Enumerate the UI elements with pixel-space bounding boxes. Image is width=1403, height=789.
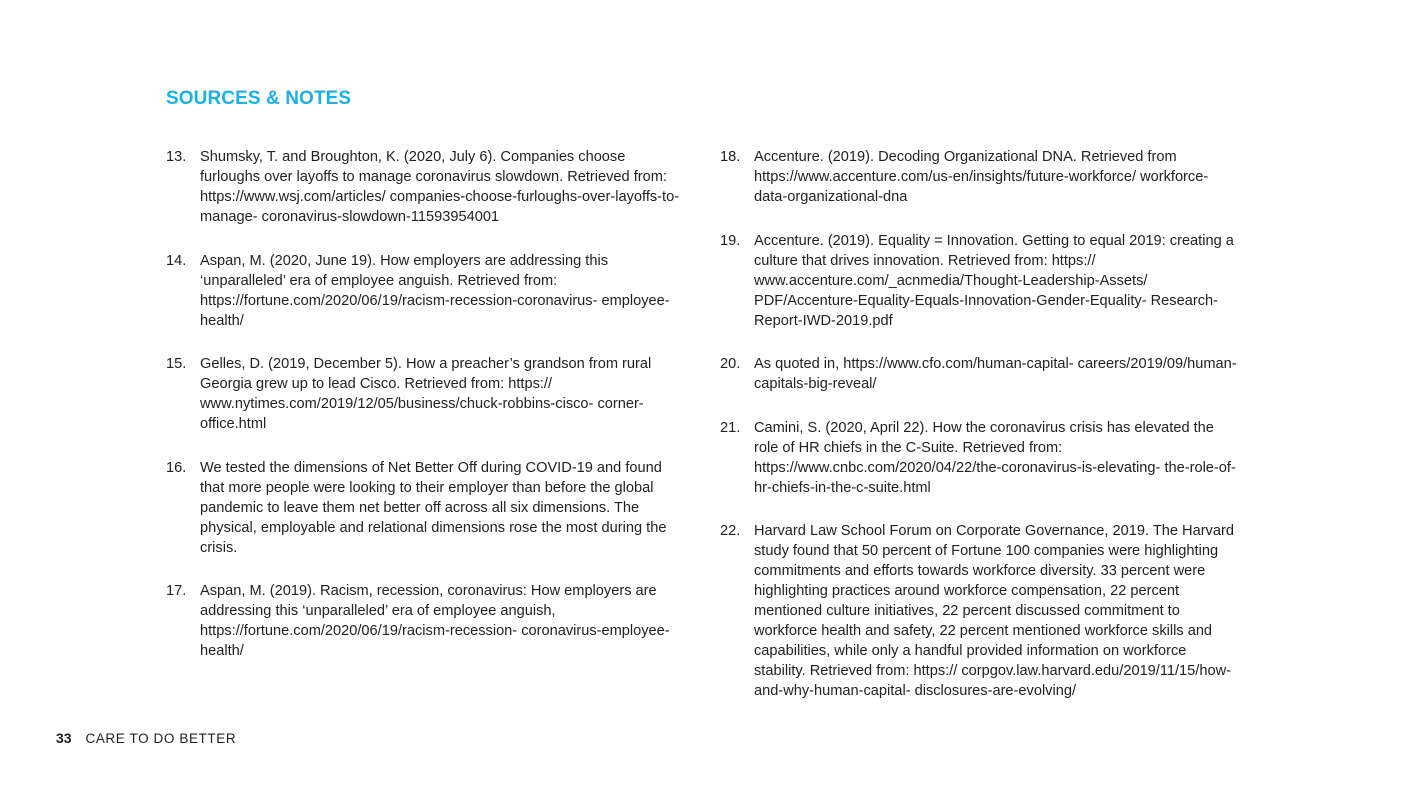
reference-text: Shumsky, T. and Broughton, K. (2020, July 6). Companies choose furloughs over layoffs to manage coronavirus slowdown. Retrieved from: https://www.wsj.com/articles/ companies-choose-furloughs-over-layoffs-to-manage- coronavirus-slowdown-11593954001 <box>200 149 680 225</box>
reference-text: Accenture. (2019). Decoding Organizational DNA. Retrieved from https://www.accenture.com/us-en/insights/future-workforce/ workforce-data-organizational-dna <box>754 149 1209 205</box>
reference-number: 13. <box>166 149 187 165</box>
page-heading: SOURCES & NOTES <box>166 88 352 109</box>
reference-item <box>720 418 1240 498</box>
reference-item <box>720 354 1240 394</box>
reference-item <box>166 581 686 661</box>
reference-item <box>720 231 1240 331</box>
reference-number: 15. <box>166 356 187 372</box>
page-number: 33 <box>56 730 72 746</box>
reference-number: 18. <box>720 149 741 165</box>
reference-text: As quoted in, https://www.cfo.com/human-capital- careers/2019/09/human-capitals-big-reveal/ <box>754 356 1237 392</box>
reference-number: 20. <box>720 356 741 372</box>
reference-item <box>166 354 686 434</box>
reference-number: 22. <box>720 523 741 539</box>
reference-number: 16. <box>166 459 187 476</box>
reference-item <box>166 251 686 331</box>
reference-number: 19. <box>720 232 741 249</box>
reference-text: Accenture. (2019). Equality = Innovation. Getting to equal 2019: creating a culture that drives innovation. Retrieved from: https:// www.accenture.com/_acnmedia/Thought-Leadership-Assets/ PDF/Accenture-Equality-Equals-Innovation-Gender-Equality- Research-Report-IWD-2019.pdf <box>754 232 1234 329</box>
references-right-column <box>720 147 1240 725</box>
references-left-column <box>166 147 686 685</box>
reference-text: We tested the dimensions of Net Better Off during COVID-19 and found that more people were looking to their employer than before the global pandemic to leave them net better off across all six dimensions. The physical, employable and relational dimensions rose the most during the crisis. <box>200 459 667 556</box>
reference-text: Harvard Law School Forum on Corporate Governance, 2019. The Harvard study found that 50 percent of Fortune 100 companies were highlighting commitments and efforts towards workforce diversity. 33 percent were highlighting practices around workforce compensation, 22 percent mentioned culture initiatives, 22 percent discussed commitment to workforce health and safety, 22 percent mentioned workforce skills and capabilities, while only a handful provided information on workforce stability. Retrieved from: https:// corpgov.law.harvard.edu/2019/11/15/how-and-why-human-capital- disclosures-are-evolving/ <box>754 523 1234 699</box>
reference-number: 17. <box>166 583 187 599</box>
reference-text: Gelles, D. (2019, December 5). How a preacher’s grandson from rural Georgia grew up to lead Cisco. Retrieved from: https:// www.nytimes.com/2019/12/05/business/chuck-robbins-cisco- corner-office.html <box>200 356 652 432</box>
reference-item <box>166 458 686 558</box>
reference-number: 14. <box>166 252 187 269</box>
reference-item <box>166 147 686 227</box>
reference-item <box>720 521 1240 701</box>
reference-text: Aspan, M. (2020, June 19). How employers are addressing this ‘unparalleled’ era of employee anguish. Retrieved from: https://fortune.com/2020/06/19/racism-recession-coronavirus- employee-health/ <box>200 252 670 329</box>
reference-text: Aspan, M. (2019). Racism, recession, coronavirus: How employers are addressing this ‘unparalleled’ era of employee anguish, https://fortune.com/2020/06/19/racism-recession- coronavirus-employee-health/ <box>200 583 670 659</box>
reference-item <box>720 147 1240 207</box>
reference-number: 21. <box>720 419 741 436</box>
reference-text: Camini, S. (2020, April 22). How the coronavirus crisis has elevated the role of HR chiefs in the C-Suite. Retrieved from: https://www.cnbc.com/2020/04/22/the-coronavirus-is-elevating- the-role-of-hr-chiefs-in-the-c-suite.html <box>754 419 1236 496</box>
page-footer <box>56 730 236 746</box>
document-title: CARE TO DO BETTER <box>85 731 237 746</box>
